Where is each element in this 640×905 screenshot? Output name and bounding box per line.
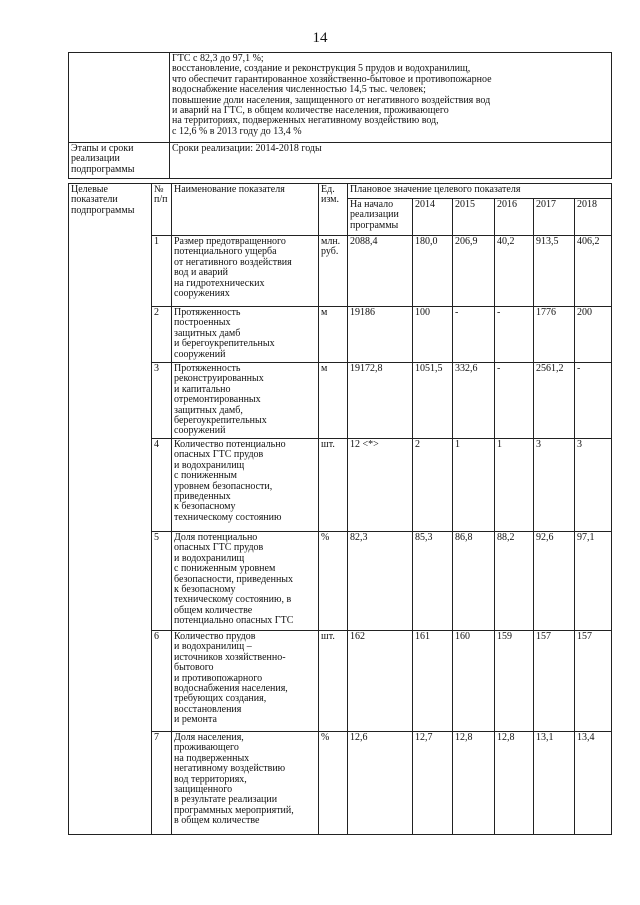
row-num: 7 [152,732,172,835]
header-year: 2015 [453,199,495,236]
text-line: повышение доли населения, защищенного от негативного воздействия вод [172,94,491,106]
text-line: что обеспечит гарантированное хозяйственно-бытовое и противопожарное [172,73,492,85]
row-start: 2088,4 [348,236,413,307]
passport-table-top [68,52,612,179]
row-2016: 159 [495,631,534,732]
target-indicators-table [68,183,612,835]
header-row [69,184,612,199]
row-start: 162 [348,631,413,732]
row-2018: 157 [575,631,612,732]
header-unit: Ед. изм. [319,184,348,236]
text-line: восстановление, создание и реконструкция 5 прудов и водохранилищ, [172,63,471,75]
row-2015: - [453,307,495,363]
row-name: Количество потенциально опасных ГТС прудов и водохранилищ с пониженным уровнем безопасности, приведенных к безопасному техническому состоянию [172,439,319,532]
row-name: Протяженность построенных защитных дамб и берегоукрепительных сооружений [172,307,319,363]
row-start: 19186 [348,307,413,363]
header-year: 2017 [534,199,575,236]
row-2016: 12,8 [495,732,534,835]
row-num: 3 [152,363,172,439]
row-2017: 1776 [534,307,575,363]
row-2017: 13,1 [534,732,575,835]
row-2017: 92,6 [534,532,575,631]
row-2016: 40,2 [495,236,534,307]
section-label: Целевые показатели подпрограммы [69,184,152,835]
continuation-row [69,53,612,143]
text-line: с 12,6 % в 2013 году до 13,4 % [172,125,302,137]
continuation-text [170,53,612,143]
header-name: Наименование показателя [172,184,319,236]
row-name: Размер предотвращенного потенциального ущерба от негативного воздействия вод и аварий на гидротехнических сооружениях [172,236,319,307]
row-start: 12 <*> [348,439,413,532]
row-2014: 180,0 [413,236,453,307]
row-2017: 157 [534,631,575,732]
row-unit: млн. руб. [319,236,348,307]
page-number: 14 [312,30,328,46]
row-num: 4 [152,439,172,532]
row-2014: 1051,5 [413,363,453,439]
row-name: Доля населения, проживающего на подверженных негативному воздействию вод территориях, защищенного в результате реализации программных мероприятий, в общем количестве [172,732,319,835]
row-2015: 160 [453,631,495,732]
row-start: 19172,8 [348,363,413,439]
row-2016: - [495,363,534,439]
row-unit: м [319,307,348,363]
row-2015: 206,9 [453,236,495,307]
row-num: 6 [152,631,172,732]
row-2016: - [495,307,534,363]
row-2014: 85,3 [413,532,453,631]
row-2018: 200 [575,307,612,363]
row-unit: % [319,532,348,631]
row-num: 2 [152,307,172,363]
row-2015: 1 [453,439,495,532]
row-start: 12,6 [348,732,413,835]
row-num: 1 [152,236,172,307]
header-num: № п/п [152,184,172,236]
row-start: 82,3 [348,532,413,631]
row-2017: 2561,2 [534,363,575,439]
row-2018: 406,2 [575,236,612,307]
row-name: Количество прудов и водохранилищ – источников хозяйственно- бытового и противопожарного водоснабжения населения, требующих создания, восстановления и ремонта [172,631,319,732]
header-year: 2016 [495,199,534,236]
stages-label: Этапы и сроки реализации подпрограммы [69,143,170,179]
stages-row [69,143,612,179]
text-line: водоснабжение населения численностью 14,5 тыс. человек; [172,84,426,96]
row-name: Доля потенциально опасных ГТС прудов и водохранилищ с пониженным уровнем безопасности, приведенных к безопасному техническому состоянию, в общем количестве потенциально опасных ГТС [172,532,319,631]
row-2014: 2 [413,439,453,532]
row-2018: 97,1 [575,532,612,631]
row-num: 5 [152,532,172,631]
row-2017: 3 [534,439,575,532]
row-2018: 13,4 [575,732,612,835]
row-2014: 100 [413,307,453,363]
row-unit: м [319,363,348,439]
header-planned: Плановое значение целевого показателя [348,184,612,199]
row-2017: 913,5 [534,236,575,307]
row-2016: 1 [495,439,534,532]
empty-label-cell [69,53,170,143]
header-start: На начало реализации программы [348,199,413,236]
stages-value: Сроки реализации: 2014-2018 годы [170,143,612,179]
header-year: 2018 [575,199,612,236]
row-2015: 86,8 [453,532,495,631]
row-name: Протяженность реконструированных и капитально отремонтированных защитных дамб, берегоукрепительных сооружений [172,363,319,439]
row-2014: 12,7 [413,732,453,835]
row-2014: 161 [413,631,453,732]
text-line: на территориях, подверженных негативному воздействию вод, [172,115,439,127]
text-line: и аварий на ГТС, в общем количестве населения, проживающего [172,105,449,117]
row-unit: % [319,732,348,835]
row-2018: - [575,363,612,439]
text-line: ГТС с 82,3 до 97,1 %; [172,53,264,64]
row-2015: 332,6 [453,363,495,439]
row-2016: 88,2 [495,532,534,631]
row-unit: шт. [319,631,348,732]
row-unit: шт. [319,439,348,532]
row-2015: 12,8 [453,732,495,835]
row-2018: 3 [575,439,612,532]
header-year: 2014 [413,199,453,236]
